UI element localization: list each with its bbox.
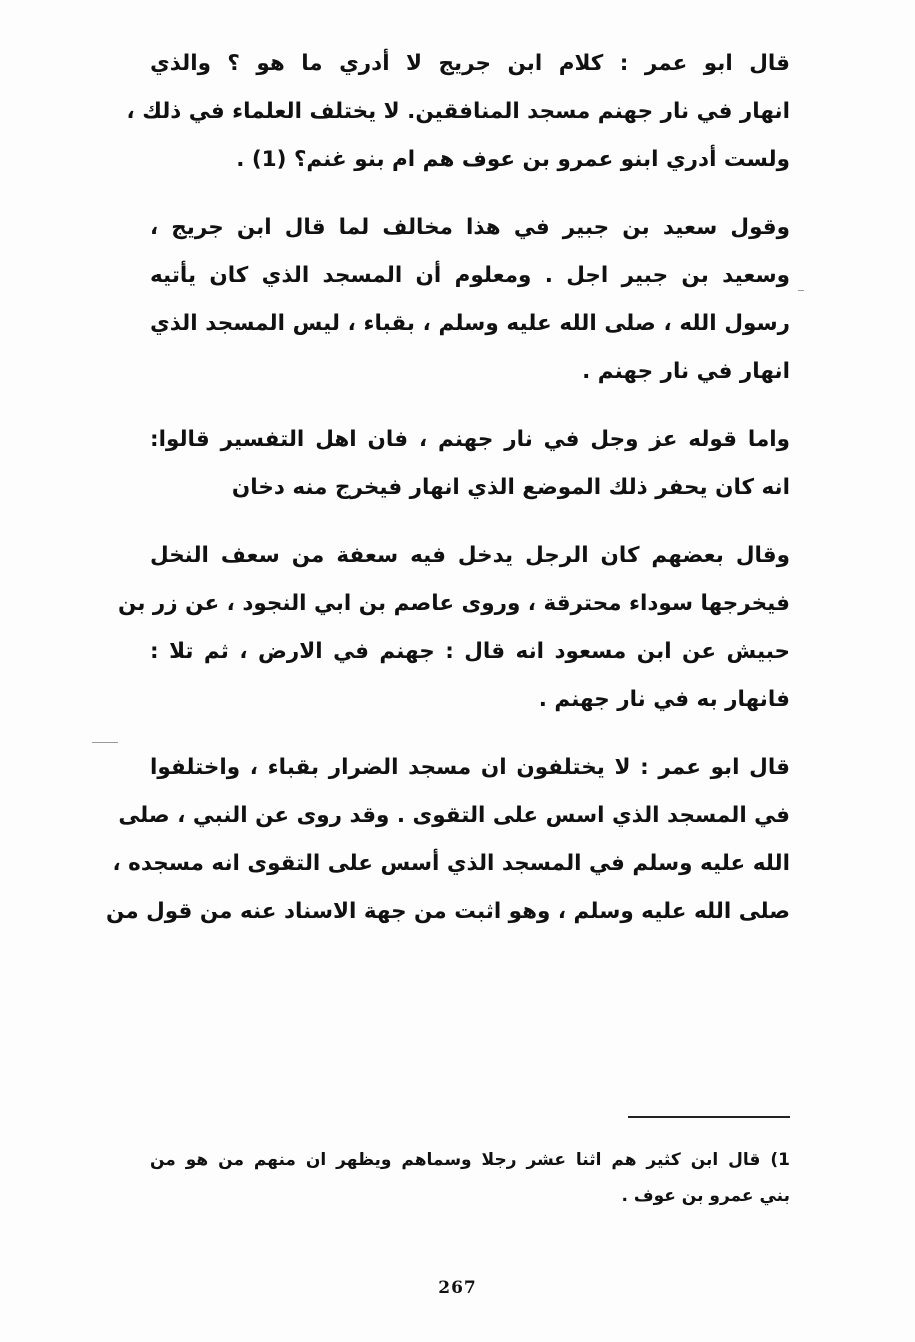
text-line: ولست أدري ابنو عمرو بن عوف هم ام بنو غنم؟ (1) .	[236, 147, 790, 172]
text-line: فيخرجها سوداء محترقة ، وروى عاصم بن ابي النجود ، عن زر بن	[118, 591, 790, 616]
paragraph-1	[126, 40, 790, 184]
footnote-line: بني عمرو بن عوف .	[621, 1186, 790, 1206]
text-line: حبيش عن ابن مسعود انه قال : جهنم في الارض ، ثم تلا :	[150, 639, 790, 664]
text-line: وقال بعضهم كان الرجل يدخل فيه سعفة من سعف النخل	[150, 543, 790, 568]
text-line: قال ابو عمر : كلام ابن جريج لا أدري ما هو ؟ والذي	[150, 51, 790, 76]
text-line: واما قوله عز وجل في نار جهنم ، فان اهل التفسير قالوا:	[150, 427, 790, 452]
scan-speck	[92, 742, 118, 743]
footnote-line: 1) قال ابن كثير هم اثنا عشر رجلا وسماهم ويظهر ان منهم من هو من	[150, 1150, 790, 1170]
text-line: انهار في نار جهنم .	[582, 359, 790, 384]
scan-speck	[798, 290, 804, 291]
text-line: رسول الله ، صلى الله عليه وسلم ، بقباء ، ليس المسجد الذي	[150, 311, 790, 336]
footnote	[150, 1142, 790, 1214]
text-line: انهار في نار جهنم مسجد المنافقين. لا يختلف العلماء في ذلك ،	[126, 99, 790, 124]
text-line: فانهار به في نار جهنم .	[538, 687, 790, 712]
text-line: صلى الله عليه وسلم ، وهو اثبت من جهة الاسناد عنه من قول من	[105, 899, 790, 924]
page-number: 267	[438, 1278, 477, 1298]
paragraph-2	[150, 204, 790, 396]
text-line: وسعيد بن جبير اجل . ومعلوم أن المسجد الذي كان يأتيه	[150, 263, 790, 288]
text-line: قال ابو عمر : لا يختلفون ان مسجد الضرار بقباء ، واختلفوا	[150, 755, 790, 780]
paragraph-4	[118, 532, 790, 724]
body-text	[105, 40, 790, 936]
text-line: الله عليه وسلم في المسجد الذي أسس على التقوى انه مسجده ،	[112, 851, 790, 876]
text-line: انه كان يحفر ذلك الموضع الذي انهار فيخرج منه دخان	[231, 475, 790, 500]
paragraph-5	[105, 744, 790, 936]
footnote-separator	[628, 1116, 790, 1118]
text-line: في المسجد الذي اسس على التقوى . وقد روى عن النبي ، صلى	[118, 803, 790, 828]
text-line: وقول سعيد بن جبير في هذا مخالف لما قال ابن جريج ،	[150, 215, 790, 240]
paragraph-3	[150, 416, 790, 512]
